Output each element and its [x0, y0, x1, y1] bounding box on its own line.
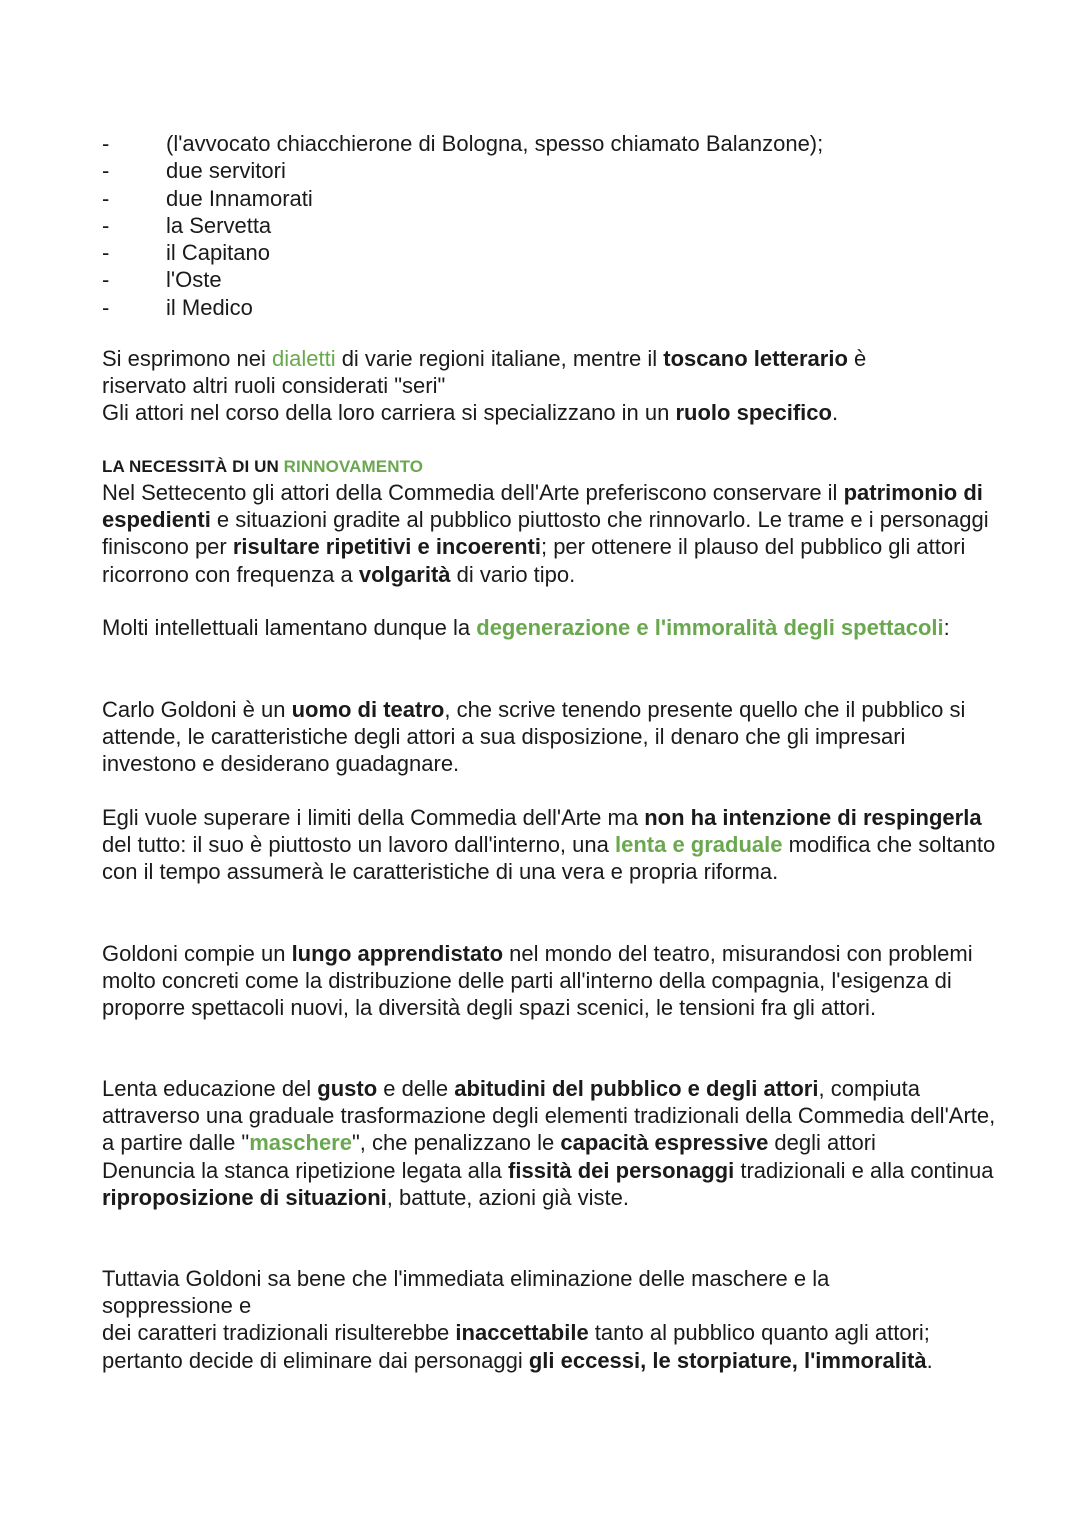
bullet-dash: -: [102, 294, 110, 320]
paragraph-dialects: Si esprimono nei dialetti di varie regioni italiane, mentre il toscano letterario è riservato altri ruoli considerati "seri" Gli attori nel corso della loro carriera si specializzano in un ruolo specifico.: [102, 346, 867, 426]
list-item: [102, 212, 1002, 239]
list-item-text: due servitori: [166, 158, 286, 184]
list-item-text: il Capitano: [166, 240, 270, 266]
list-item-text: la Servetta: [166, 212, 272, 238]
highlight-text: lenta e graduale: [614, 832, 783, 858]
list-item-text: due Innamorati: [166, 185, 313, 211]
highlight-text: degenerazione e l'immoralità degli spettacoli: [476, 615, 944, 640]
list-item: [102, 294, 1002, 321]
paragraph-education: Lenta educazione del gusto e delle abitudini del pubblico e degli attori, compiuta attraverso una graduale trasformazione degli elementi tradizionali della Commedia dell'Arte, a partire dalle "maschere", che penalizzano le capacità espressive degli attori Denuncia la stanca ripetizione legata alla fissità dei personaggi tradizionali e alla continua riproposizione di situazioni, battute, azioni già viste.: [102, 1076, 996, 1210]
bullet-dash: -: [102, 212, 110, 238]
bullet-dash: -: [102, 267, 110, 293]
bold-text: toscano letterario: [663, 346, 848, 371]
paragraph-intellectuals: Molti intellettuali lamentano dunque la degenerazione e l'immoralità degli spettacoli:: [102, 615, 950, 640]
paragraph-apprenticeship: Goldoni compie un lungo apprendistato nel mondo del teatro, misurandosi con problemi molto concreti come la distribuzione delle parti all'interno della compagnia, l'esigenza di proporre spettacoli nuovi, la diversità degli spazi scenici, le tensioni fra gli attori.: [102, 941, 973, 1021]
paragraph-settecento: Nel Settecento gli attori della Commedia dell'Arte preferiscono conservare il patrimonio di espedienti e situazioni gradite al pubblico piuttosto che rinnovarlo. Le trame e i personaggi finiscono per risultare ripetitivi e incoerenti; per ottenere il plauso del pubblico gli attori ricorrono con frequenza a volgarità di vario tipo.: [102, 480, 989, 587]
bullet-dash: -: [102, 131, 110, 156]
list-item: [102, 266, 1002, 293]
bullet-dash: -: [102, 240, 110, 266]
section-heading: LA NECESSITÀ DI UN RINNOVAMENTO: [102, 457, 424, 476]
paragraph-goldoni-theatre: Carlo Goldoni è un uomo di teatro, che scrive tenendo presente quello che il pubblico si attende, le caratteristiche degli attori a sua disposizione, il denaro che gli impresari investono e desiderano guadagnare.: [102, 697, 966, 777]
heading-highlight: RINNOVAMENTO: [283, 457, 424, 476]
list-item: [102, 157, 1002, 184]
bullet-dash: -: [102, 158, 110, 184]
list-item: [102, 239, 1002, 266]
list-item-text: il Medico: [166, 294, 253, 320]
highlight-text: maschere: [249, 1130, 352, 1156]
bullet-dash: -: [102, 185, 110, 211]
list-item-text: l'Oste: [166, 267, 222, 293]
list-item: [102, 130, 1002, 157]
bold-text: ruolo specifico: [675, 400, 832, 426]
list-item: [102, 185, 1002, 212]
paragraph-reform: Egli vuole superare i limiti della Commedia dell'Arte ma non ha intenzione di respingerla del tutto: il suo è piuttosto un lavoro dall'interno, una lenta e graduale modifica che soltanto con il tempo assumerà le caratteristiche di una vera e propria riforma.: [102, 805, 996, 885]
character-list: [102, 130, 1002, 321]
highlight-text: dialetti: [271, 346, 336, 371]
paragraph-masks: Tuttavia Goldoni sa bene che l'immediata eliminazione delle maschere e la soppressione e dei caratteri tradizionali risulterebbe inaccettabile tanto al pubblico quanto agli attori; pertanto decide di eliminare dai personaggi gli eccessi, le storpiature, l'immoralità.: [102, 1266, 933, 1373]
list-item-text: (l'avvocato chiacchierone di Bologna, spesso chiamato Balanzone);: [166, 131, 824, 156]
